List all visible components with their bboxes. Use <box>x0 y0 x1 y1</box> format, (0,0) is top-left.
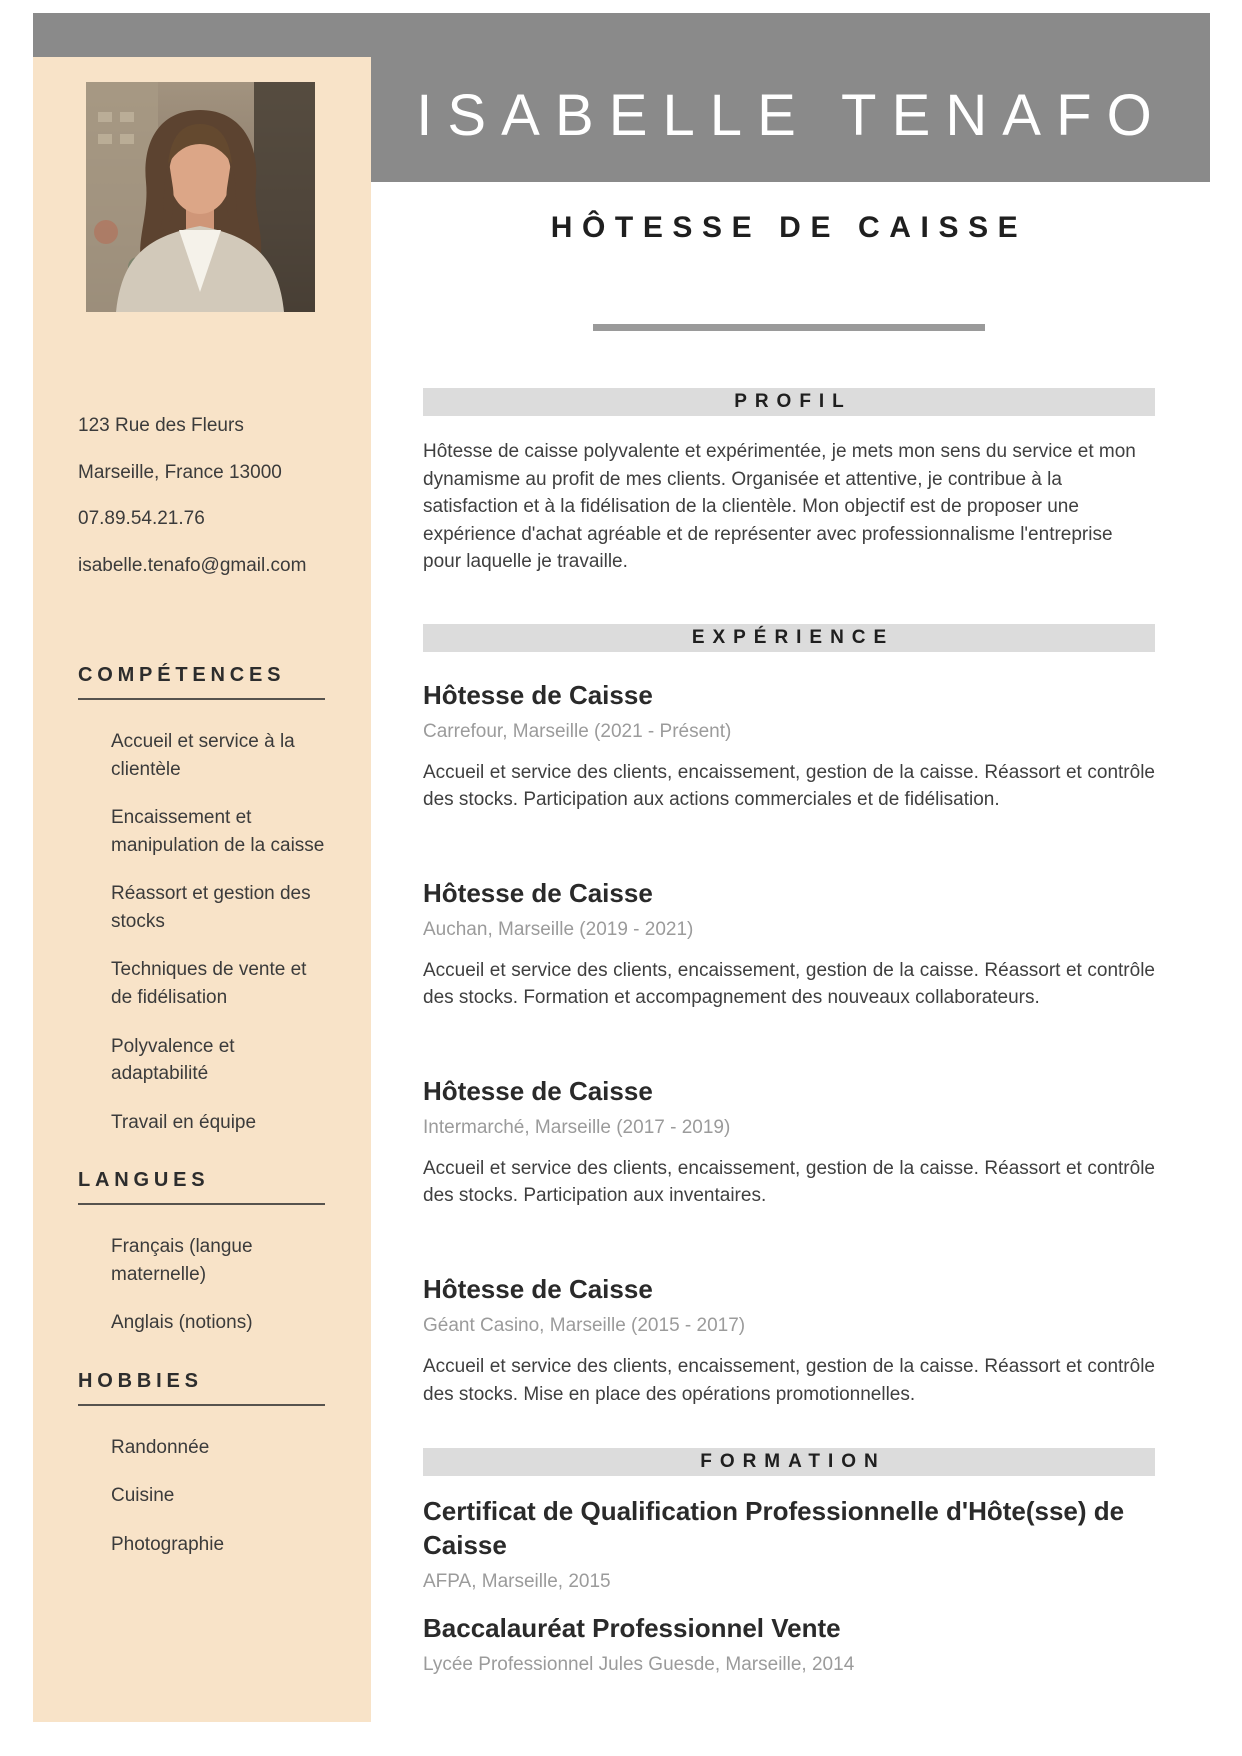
experience-entry <box>423 1074 1155 1210</box>
sidebar-section-hobbies <box>78 1367 325 1559</box>
section-bar-experience <box>423 624 1155 652</box>
section-bar-profil <box>423 388 1155 416</box>
skill-item: Polyvalence et adaptabilité <box>111 1035 235 1085</box>
section-heading-formation: FORMATION <box>700 1451 886 1473</box>
candidate-name: ISABELLE TENAFO <box>416 83 1167 148</box>
experience-title: Hôtesse de Caisse <box>423 1274 653 1305</box>
sidebar-section-langues <box>78 1166 325 1337</box>
experience-company: Intermarché, Marseille (2017 - 2019) <box>423 1116 731 1138</box>
experience-title: Hôtesse de Caisse <box>423 877 653 908</box>
sidebar <box>33 57 371 1722</box>
experience-entry <box>423 678 1155 814</box>
experience-company: Géant Casino, Marseille (2015 - 2017) <box>423 1315 746 1337</box>
experience-entry <box>423 876 1155 1012</box>
skill-item: Encaissement et manipulation de la caisse <box>111 807 325 856</box>
contact-email: isabelle.tenafo@gmail.com <box>78 554 307 576</box>
sidebar-heading-competences: COMPÉTENCES <box>78 664 286 687</box>
hobby-item: Cuisine <box>111 1485 175 1507</box>
skill-item: Techniques de vente et de fidélisation <box>111 959 307 1009</box>
section-bar-formation <box>423 1448 1155 1476</box>
heading-rule <box>78 1404 325 1406</box>
contact-address: 123 Rue des Fleurs <box>78 415 244 436</box>
languages-list <box>78 1233 325 1337</box>
experience-title: Hôtesse de Caisse <box>423 1075 653 1106</box>
job-title: HÔTESSE DE CAISSE <box>550 211 1028 244</box>
contact-city: Marseille, France 13000 <box>78 461 282 483</box>
heading-rule <box>78 1203 325 1205</box>
skill-item: Réassort et gestion des stocks <box>111 883 311 932</box>
language-item: Anglais (notions) <box>111 1312 253 1334</box>
hobby-item: Randonnée <box>111 1436 210 1458</box>
hobby-item: Photographie <box>111 1533 225 1555</box>
experience-description: Accueil et service des clients, encaissement, gestion de la caisse. Réassort et contrôle des stocks. Formation et accompagnement des nouveaux collaborateurs. <box>423 959 1155 1009</box>
experience-entry <box>423 1272 1155 1408</box>
portrait-photo <box>86 82 315 312</box>
main-column <box>423 182 1155 1678</box>
language-item: Français (langue maternelle) <box>111 1236 253 1285</box>
experience-description: Accueil et service des clients, encaissement, gestion de la caisse. Réassort et contrôle des stocks. Participation aux inventaires. <box>423 1157 1155 1207</box>
experience-company: Carrefour, Marseille (2021 - Présent) <box>423 720 732 742</box>
hobbies-list <box>78 1434 325 1559</box>
title-divider <box>593 324 985 331</box>
formation-entry <box>423 1611 1155 1678</box>
heading-rule <box>78 698 325 700</box>
contact-block <box>78 412 325 579</box>
formation-subtitle: AFPA, Marseille, 2015 <box>423 1571 611 1593</box>
section-heading-profil: PROFIL <box>734 391 852 412</box>
sidebar-heading-hobbies: HOBBIES <box>78 1369 203 1392</box>
skill-item: Travail en équipe <box>111 1111 257 1133</box>
skills-list <box>78 728 325 1136</box>
experience-company: Auchan, Marseille (2019 - 2021) <box>423 918 694 940</box>
skill-item: Accueil et service à la clientèle <box>111 731 295 780</box>
profile-text: Hôtesse de caisse polyvalente et expérimentée, je mets mon sens du service et mon dynamisme au profit de mes clients. Organisée et attentive, je contribue à la satisfaction et à la fidélisation de la clientèle. Mon objectif est de proposer une expérience d'achat agréable et de représenter avec professionnalisme l'entreprise pour laquelle je travaille. <box>423 441 1136 573</box>
formation-entry <box>423 1494 1155 1595</box>
experience-title: Hôtesse de Caisse <box>423 679 653 710</box>
person-silhouette-icon <box>86 82 315 312</box>
section-heading-experience: EXPÉRIENCE <box>691 626 895 648</box>
experience-description: Accueil et service des clients, encaissement, gestion de la caisse. Réassort et contrôle des stocks. Mise en place des opérations promotionnelles. <box>423 1356 1155 1405</box>
formation-title: Baccalauréat Professionnel Vente <box>423 1613 841 1644</box>
formation-subtitle: Lycée Professionnel Jules Guesde, Marseille, 2014 <box>423 1654 855 1676</box>
experience-description: Accueil et service des clients, encaissement, gestion de la caisse. Réassort et contrôle des stocks. Participation aux actions commerciales et de fidélisation. <box>423 761 1155 811</box>
sidebar-section-competences <box>78 661 325 1136</box>
sidebar-heading-langues: LANGUES <box>78 1169 210 1192</box>
contact-phone: 07.89.54.21.76 <box>78 508 205 530</box>
formation-title: Certificat de Qualification Professionnelle d'Hôte(sse) de Caisse <box>423 1496 1125 1561</box>
